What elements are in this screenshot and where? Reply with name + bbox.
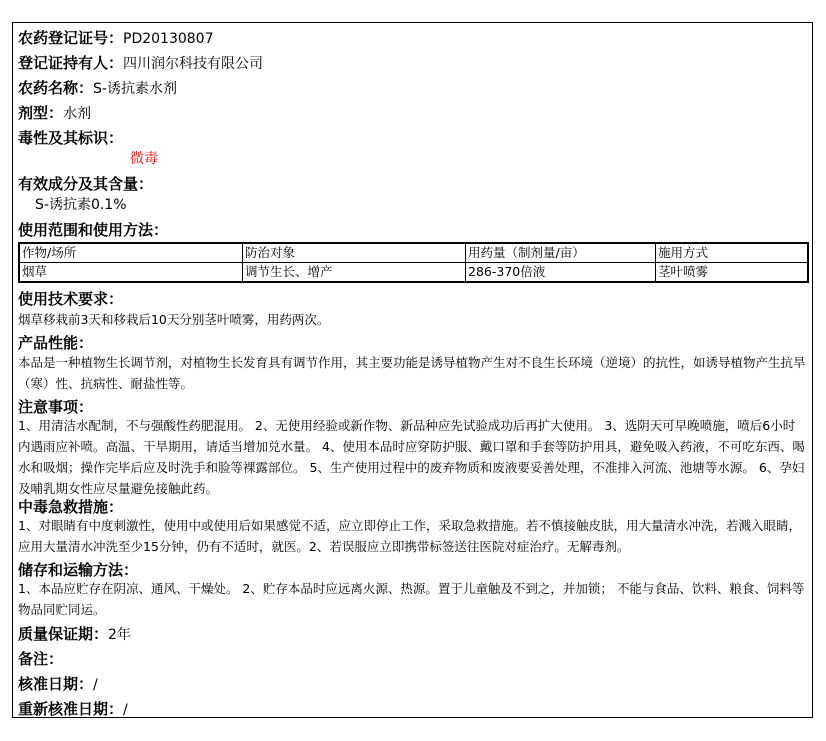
performance-label	[18, 335, 93, 351]
shelf-life-label: 质量保证期：	[18, 625, 109, 643]
shelf-life-row	[18, 626, 131, 642]
table-row	[19, 263, 808, 283]
technique-label-text: 使用技术要求：	[18, 290, 124, 308]
ingredient-label-text: 有效成分及其含量：	[18, 175, 154, 193]
performance-text: 本品是一种植物生长调节剂，对植物生长发育具有调节作用，其主要功能是诱导植物产生对不良生长环境（逆境）的抗性，如诱导植物产生抗旱（寒）性、抗病性、耐盐性等。	[18, 355, 806, 391]
table-header-row	[19, 243, 808, 263]
usage-label-text: 使用范围和使用方法：	[18, 221, 169, 239]
table-cell: 286-370倍液	[466, 263, 656, 283]
ingredient-value: S-诱抗素0.1%	[35, 197, 127, 213]
pesticide-name: S-诱抗素水剂	[93, 81, 177, 97]
table-header-cell: 施用方式	[656, 243, 809, 263]
reapproval-date-value: /	[123, 702, 128, 718]
usage-label	[18, 222, 168, 238]
firstaid-text: 1、对眼睛有中度刺激性，使用中或使用后如果感觉不适，应立即停止工作，采取急救措施。若不慎接触皮肤，用大量清水冲洗，若溅入眼睛，应用大量清水冲洗至少15分钟，仍有不适时，就医。2、若误服应立即携带标签送往医院对症治疗。无解毒剂。	[18, 518, 801, 554]
technique-text: 烟草移栽前3天和移栽后10天分别茎叶喷雾，用药两次。	[18, 312, 330, 327]
ingredient-label	[18, 176, 153, 192]
holder-label: 登记证持有人：	[18, 54, 124, 72]
performance-label-text: 产品性能：	[18, 334, 94, 352]
precautions-text: 1、用清洁水配制，不与强酸性药肥混用。 2、无使用经验或新作物、新品种应先试验成功后再扩大使用。 3、选阴天可早晚喷施，喷后6小时内遇雨应补喷。高温、干旱期用，请适当增加兑水量。 4、使用本品时应穿防护服、戴口罩和手套等防护用具，避免吸入药液，不可吃东西、喝水和吸烟；操作完毕后应及时洗手和脸等裸露部位。 5、生产使用过程中的废弃物质和废液要妥善处理，不准排入河流、池塘等水源。 6、孕妇及哺乳期女性应尽量避免接触此药。	[18, 418, 805, 496]
table-header-cell: 用药量（制剂量/亩）	[466, 243, 656, 263]
usage-table	[18, 242, 809, 283]
storage-label-text: 储存和运输方法：	[18, 561, 139, 579]
table-cell: 烟草	[19, 263, 243, 283]
approval-date-value: /	[93, 677, 98, 693]
precautions-label-text: 注意事项：	[18, 398, 94, 416]
remarks-row	[18, 651, 63, 667]
table-cell: 茎叶喷雾	[656, 263, 809, 283]
registration-row	[18, 30, 214, 46]
pesticide-name-row	[18, 80, 177, 96]
reapproval-date-label: 重新核准日期：	[18, 700, 124, 718]
storage-label	[18, 562, 138, 578]
storage-text: 1、本品应贮存在阴凉、通风、干燥处。 2、贮存本品时应远离火源、热源。置于儿童触及不到之，并加锁； 不能与食品、饮料、粮食、饲料等物品同贮同运。	[18, 581, 805, 617]
toxicity-value: 微毒	[130, 151, 158, 167]
formulation-value: 水剂	[63, 106, 92, 122]
approval-date-row	[18, 676, 98, 692]
approval-date-label: 核准日期：	[18, 675, 94, 693]
table-cell: 调节生长、增产	[243, 263, 466, 283]
toxicity-label	[18, 130, 123, 146]
remarks-label: 备注：	[18, 650, 64, 668]
table-header-cell: 作物/场所	[19, 243, 243, 263]
formulation-label: 剂型：	[18, 104, 64, 122]
firstaid-label-text: 中毒急救措施：	[18, 498, 124, 516]
shelf-life-value: 2年	[108, 627, 131, 643]
registration-label: 农药登记证号：	[18, 29, 124, 47]
firstaid-label	[18, 499, 123, 515]
technique-label	[18, 291, 123, 307]
label-document	[12, 22, 813, 718]
table-header-cell: 防治对象	[243, 243, 466, 263]
reapproval-date-row	[18, 701, 128, 717]
precautions-label	[18, 399, 93, 415]
pesticide-name-label: 农药名称：	[18, 79, 94, 97]
holder-row	[18, 55, 263, 71]
holder-name: 四川润尔科技有限公司	[123, 56, 264, 72]
formulation-row	[18, 105, 91, 121]
registration-number: PD20130807	[123, 31, 214, 47]
toxicity-label-text: 毒性及其标识：	[18, 129, 124, 147]
